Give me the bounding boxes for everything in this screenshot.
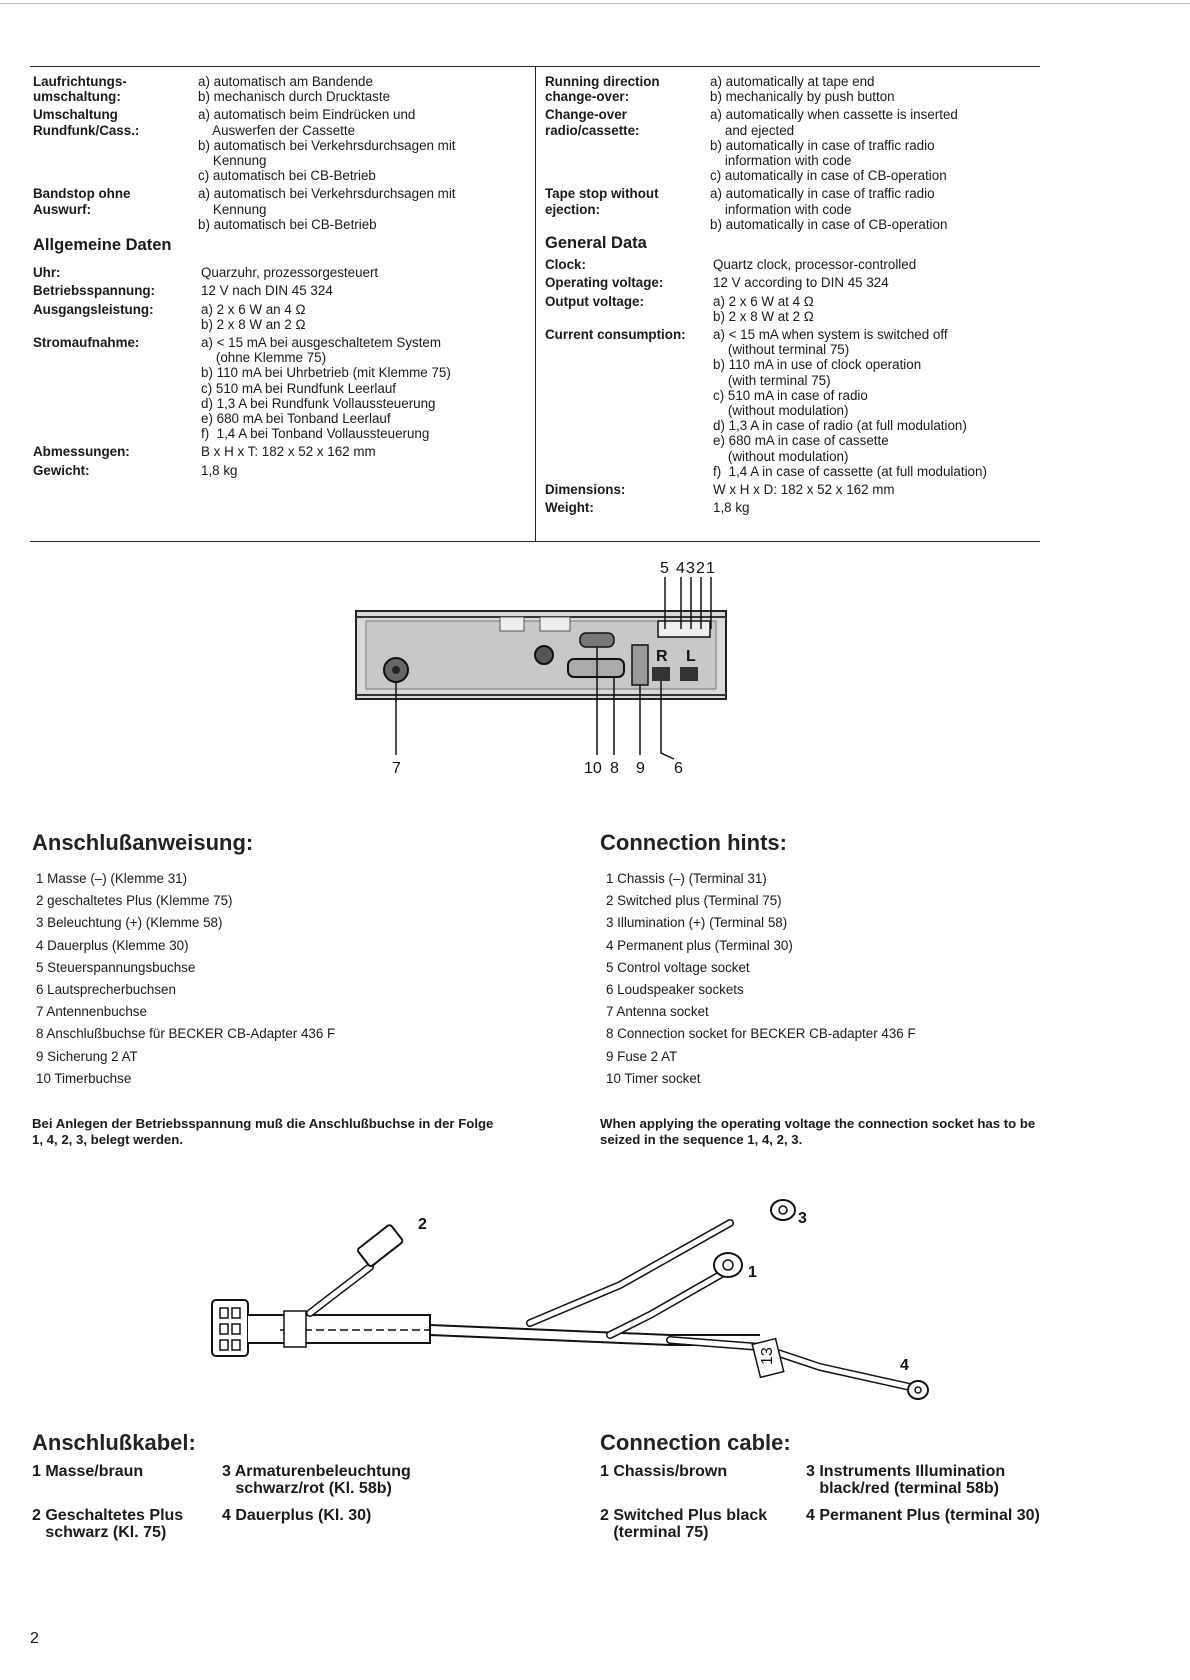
spec-value-line: (without terminal 75) bbox=[713, 342, 850, 358]
hint-item: 5 Steuerspannungsbuchse bbox=[36, 959, 196, 975]
spec-value-line: a) 2 x 6 W at 4 Ω bbox=[713, 293, 814, 309]
spec-value-line: b) automatically in case of CB-operation bbox=[710, 216, 948, 232]
slot-left bbox=[500, 617, 524, 631]
spec-row bbox=[33, 107, 533, 183]
figure1-label-3: 3 bbox=[686, 560, 695, 577]
spec-values bbox=[201, 463, 533, 478]
spec-value-line: 12 V nach DIN 45 324 bbox=[201, 283, 333, 299]
spec-values bbox=[201, 335, 533, 441]
figure1-label-10: 10 bbox=[584, 760, 602, 777]
cable-item-de-2: 2 Geschaltetes Plus schwarz (Kl. 75) bbox=[32, 1507, 184, 1541]
hint-item: 2 Switched plus (Terminal 75) bbox=[606, 893, 782, 909]
spec-value-line: (ohne Klemme 75) bbox=[201, 350, 327, 366]
spec-value-line: (with terminal 75) bbox=[713, 372, 831, 388]
spec-label: Weight: bbox=[545, 500, 594, 516]
spec-row bbox=[33, 186, 533, 232]
spec-value-line: a) automatisch beim Eindrücken und bbox=[198, 107, 416, 123]
spec-value-line: e) 680 mA bei Tonband Leerlauf bbox=[201, 411, 391, 427]
spec-table-divider bbox=[535, 66, 536, 542]
spec-row bbox=[545, 186, 1045, 232]
spec-row bbox=[33, 444, 533, 459]
spec-value-line: e) 680 mA in case of cassette bbox=[713, 433, 889, 449]
spec-value-line: c) automatisch bei CB-Betrieb bbox=[198, 168, 376, 184]
spec-value-line: b) automatically in case of traffic radio bbox=[710, 137, 935, 153]
spec-label: Umschaltung Rundfunk/Cass.: bbox=[33, 107, 140, 138]
spec-values bbox=[713, 294, 1045, 324]
cable-list-en bbox=[600, 1463, 1160, 1553]
spec-values bbox=[713, 327, 1045, 479]
spec-values bbox=[713, 500, 1045, 515]
spec-values bbox=[198, 74, 533, 104]
hint-item: 7 Antennenbuchse bbox=[36, 1004, 147, 1020]
hints-title-en: Connection hints: bbox=[600, 830, 787, 855]
spec-label: Tape stop without ejection: bbox=[545, 186, 659, 217]
cable-item-en-2: 2 Switched Plus black (terminal 75) bbox=[600, 1507, 768, 1541]
spec-values bbox=[713, 275, 1045, 290]
spec-value-line: Quarzuhr, prozessorgesteuert bbox=[201, 265, 379, 281]
spec-row bbox=[33, 265, 533, 280]
wire-bundle bbox=[248, 1315, 430, 1343]
spec-row bbox=[33, 283, 533, 298]
spec-value-line: information with code bbox=[710, 201, 852, 217]
spec-row bbox=[545, 482, 1045, 497]
timer-socket-icon bbox=[580, 633, 614, 647]
spec-column-de bbox=[33, 74, 533, 481]
wire-2-inner bbox=[310, 1267, 370, 1313]
spec-value-line: d) 1,3 A bei Rundfunk Vollaussteuerung bbox=[201, 395, 436, 411]
cable-item-de-4: 4 Dauerplus (Kl. 30) bbox=[222, 1507, 372, 1524]
spec-label: Clock: bbox=[545, 257, 586, 273]
spec-value-line: b) 2 x 8 W an 2 Ω bbox=[201, 316, 306, 332]
spec-row bbox=[545, 500, 1045, 515]
hint-item: 6 Lautsprecherbuchsen bbox=[36, 982, 176, 998]
spec-label: Gewicht: bbox=[33, 462, 90, 478]
hint-item: 10 Timer socket bbox=[606, 1070, 701, 1086]
page-number: 2 bbox=[30, 1630, 39, 1647]
spec-label: Stromaufnahme: bbox=[33, 335, 140, 351]
spec-row bbox=[33, 463, 533, 478]
spec-values bbox=[198, 186, 533, 232]
figure1-label-1: 1 bbox=[706, 560, 715, 577]
hint-item: 4 Permanent plus (Terminal 30) bbox=[606, 937, 793, 953]
spec-values bbox=[198, 107, 533, 183]
ring-terminal-1-hole bbox=[723, 1260, 733, 1270]
top-rule bbox=[0, 3, 1190, 4]
spec-value-line: Kennung bbox=[198, 153, 267, 169]
spec-value-line: W x H x D: 182 x 52 x 162 mm bbox=[713, 482, 895, 498]
spec-value-line: c) automatically in case of CB-operation bbox=[710, 168, 947, 184]
figure2-label-4: 4 bbox=[900, 1357, 909, 1374]
figure2-label-2: 2 bbox=[418, 1216, 427, 1233]
cable-item-de-3: 3 Armaturenbeleuchtung schwarz/rot (Kl. 58b) bbox=[222, 1463, 411, 1497]
spec-value-line: f) 1,4 A in case of cassette (at full modulation) bbox=[713, 463, 987, 479]
hint-item: 3 Beleuchtung (+) (Klemme 58) bbox=[36, 915, 223, 931]
figure1-label-6: 6 bbox=[674, 760, 683, 777]
cable-item-de-1: 1 Masse/braun bbox=[32, 1463, 144, 1480]
spec-row bbox=[33, 302, 533, 332]
spec-row bbox=[545, 257, 1045, 272]
sleeve-tape bbox=[284, 1311, 306, 1347]
hint-item: 8 Anschlußbuchse für BECKER CB-Adapter 436 F bbox=[36, 1026, 336, 1042]
spec-value-line: b) 110 mA bei Uhrbetrieb (mit Klemme 75) bbox=[201, 365, 451, 381]
connection-cable-figure bbox=[200, 1185, 960, 1415]
spec-value-line: f) 1,4 A bei Tonband Vollaussteuerung bbox=[201, 426, 430, 442]
cable-title-en: Connection cable: bbox=[600, 1430, 791, 1455]
hint-item: 9 Fuse 2 AT bbox=[606, 1048, 678, 1064]
spec-row bbox=[33, 335, 533, 441]
spec-value-line: b) mechanically by push button bbox=[710, 89, 895, 105]
figure1-label-9: 9 bbox=[636, 760, 645, 777]
general-data-heading-en: General Data bbox=[545, 234, 647, 253]
spec-value-line: 12 V according to DIN 45 324 bbox=[713, 275, 889, 291]
cable-list-de bbox=[32, 1463, 562, 1553]
plate-letter-l: L bbox=[686, 648, 696, 665]
spec-label: Output voltage: bbox=[545, 293, 644, 309]
spec-value-line: and ejected bbox=[710, 122, 795, 138]
connector-plug-icon bbox=[212, 1300, 248, 1356]
spec-value-line: Kennung bbox=[198, 201, 267, 217]
hint-item: 7 Antenna socket bbox=[606, 1004, 709, 1020]
hint-item: 8 Connection socket for BECKER CB-adapter 436 F bbox=[606, 1026, 916, 1042]
rear-panel-figure bbox=[340, 555, 760, 785]
spec-label: Bandstop ohne Auswurf: bbox=[33, 186, 131, 217]
spec-value-line: c) 510 mA bei Rundfunk Leerlauf bbox=[201, 380, 397, 396]
hint-item: 1 Masse (–) (Klemme 31) bbox=[36, 871, 188, 886]
hint-item: 6 Loudspeaker sockets bbox=[606, 982, 744, 998]
spec-values bbox=[201, 265, 533, 280]
spec-value-line: a) automatically in case of traffic radio bbox=[710, 186, 935, 202]
spec-values bbox=[710, 107, 1045, 183]
control-voltage-socket-icon bbox=[658, 621, 710, 637]
wire-main bbox=[430, 1325, 760, 1335]
spec-value-line: b) 2 x 8 W at 2 Ω bbox=[713, 308, 814, 324]
slot-right bbox=[540, 617, 570, 631]
spec-value-line: a) automatically when cassette is inserted bbox=[710, 107, 958, 123]
plate-letter-r: R bbox=[656, 648, 668, 665]
figure2-label-3: 3 bbox=[798, 1210, 807, 1227]
mount-hole-icon bbox=[535, 646, 553, 664]
spec-value-line: 1,8 kg bbox=[713, 500, 750, 516]
cable-item-en-3: 3 Instruments Illumination black/red (terminal 58b) bbox=[806, 1463, 1006, 1497]
spec-table-bottom-rule bbox=[30, 541, 1040, 542]
spec-label: Running direction change-over: bbox=[545, 74, 660, 105]
hint-item: 3 Illumination (+) (Terminal 58) bbox=[606, 915, 788, 931]
spec-value-line: (without modulation) bbox=[713, 403, 849, 419]
figure1-label-5: 5 bbox=[660, 560, 669, 577]
general-data-heading-de: Allgemeine Daten bbox=[33, 236, 172, 255]
spec-label: Betriebsspannung: bbox=[33, 283, 156, 299]
hints-note-en: When applying the operating voltage the connection socket has to be seized in the sequence 1, 4, 2, 3. bbox=[600, 1116, 1036, 1147]
ring-terminal-4-hole bbox=[915, 1387, 921, 1393]
loudspeaker-socket-l-icon bbox=[680, 667, 698, 681]
spec-values bbox=[713, 482, 1045, 497]
hints-title-de: Anschlußanweisung: bbox=[32, 830, 254, 855]
spec-value-line: b) automatisch bei Verkehrsdurchsagen mit bbox=[198, 137, 456, 153]
figure1-label-2: 2 bbox=[696, 560, 705, 577]
wire-tag-text: 13 bbox=[759, 1347, 776, 1365]
spec-value-line: b) 110 mA in use of clock operation bbox=[713, 357, 922, 373]
spec-label: Current consumption: bbox=[545, 327, 686, 343]
spec-list-en bbox=[545, 74, 1045, 232]
figure1-label-4: 4 bbox=[676, 560, 685, 577]
spec-values bbox=[713, 257, 1045, 272]
antenna-socket-center-icon bbox=[392, 666, 400, 674]
hints-note-de: Bei Anlegen der Betriebsspannung muß die Anschlußbuchse in der Folge 1, 4, 2, 3, belegt werden. bbox=[32, 1116, 494, 1147]
spec-value-line: a) 2 x 6 W an 4 Ω bbox=[201, 301, 306, 317]
spec-value-line: information with code bbox=[710, 153, 852, 169]
spade-connector-2-icon bbox=[357, 1224, 404, 1267]
spec-row bbox=[545, 275, 1045, 290]
figure1-label-7: 7 bbox=[392, 760, 401, 777]
spec-values bbox=[201, 444, 533, 459]
spec-label: Change-over radio/cassette: bbox=[545, 107, 640, 138]
spec-value-line: B x H x T: 182 x 52 x 162 mm bbox=[201, 444, 376, 460]
hint-item: 4 Dauerplus (Klemme 30) bbox=[36, 937, 189, 953]
hint-item: 10 Timerbuchse bbox=[36, 1070, 132, 1086]
spec-value-line: a) automatisch am Bandende bbox=[198, 74, 373, 89]
spec-label: Dimensions: bbox=[545, 482, 626, 498]
spec-values bbox=[201, 283, 533, 298]
spec-row bbox=[545, 107, 1045, 183]
spec-value-line: b) mechanisch durch Drucktaste bbox=[198, 89, 391, 105]
spec-value-line: d) 1,3 A in case of radio (at full modulation) bbox=[713, 418, 967, 434]
spec-value-line: 1,8 kg bbox=[201, 462, 238, 478]
spec-values bbox=[710, 186, 1045, 232]
spec-row bbox=[545, 327, 1045, 479]
figure2-label-1: 1 bbox=[748, 1264, 757, 1281]
hint-item: 2 geschaltetes Plus (Klemme 75) bbox=[36, 893, 233, 909]
spec-list-de-general bbox=[33, 265, 533, 478]
loudspeaker-socket-r-icon bbox=[652, 667, 670, 681]
spec-row bbox=[33, 74, 533, 104]
cable-title-de: Anschlußkabel: bbox=[32, 1430, 196, 1455]
hints-list-en bbox=[606, 868, 916, 1090]
spec-label: Ausgangsleistung: bbox=[33, 301, 154, 317]
hints-list-de bbox=[36, 868, 335, 1090]
cable-item-en-4: 4 Permanent Plus (terminal 30) bbox=[806, 1507, 1040, 1524]
spec-value-line: Auswerfen der Cassette bbox=[198, 122, 356, 138]
spec-value-line: (without modulation) bbox=[713, 448, 849, 464]
wire-3-inner bbox=[530, 1223, 730, 1323]
cb-adapter-socket-icon bbox=[568, 659, 624, 677]
spec-label: Operating voltage: bbox=[545, 275, 664, 291]
hint-item: 5 Control voltage socket bbox=[606, 959, 750, 975]
spec-label: Laufrichtungs- umschaltung: bbox=[33, 74, 127, 105]
cable-item-en-1: 1 Chassis/brown bbox=[600, 1463, 728, 1480]
fuse-holder-icon bbox=[632, 645, 648, 685]
ring-terminal-3-hole bbox=[779, 1206, 787, 1214]
spec-row bbox=[545, 74, 1045, 104]
spec-values bbox=[710, 74, 1045, 104]
spec-label: Uhr: bbox=[33, 265, 61, 281]
spec-value-line: c) 510 mA in case of radio bbox=[713, 387, 868, 403]
spec-value-line: Quartz clock, processor-controlled bbox=[713, 257, 917, 273]
spec-row bbox=[545, 294, 1045, 324]
spec-value-line: b) automatisch bei CB-Betrieb bbox=[198, 216, 377, 232]
spec-value-line: a) < 15 mA bei ausgeschaltetem System bbox=[201, 335, 442, 351]
spec-label: Abmessungen: bbox=[33, 444, 130, 460]
spec-value-line: a) automatically at tape end bbox=[710, 74, 875, 89]
spec-list-en-general bbox=[545, 257, 1045, 515]
spec-column-en bbox=[545, 74, 1045, 518]
spec-values bbox=[201, 302, 533, 332]
spec-value-line: a) automatisch bei Verkehrsdurchsagen mit bbox=[198, 186, 456, 202]
figure1-label-8: 8 bbox=[610, 760, 619, 777]
hint-item: 9 Sicherung 2 AT bbox=[36, 1048, 138, 1064]
spec-list-de bbox=[33, 74, 533, 232]
spec-value-line: a) < 15 mA when system is switched off bbox=[713, 327, 948, 343]
wire-4-inner bbox=[670, 1340, 910, 1387]
hint-item: 1 Chassis (–) (Terminal 31) bbox=[606, 871, 767, 886]
